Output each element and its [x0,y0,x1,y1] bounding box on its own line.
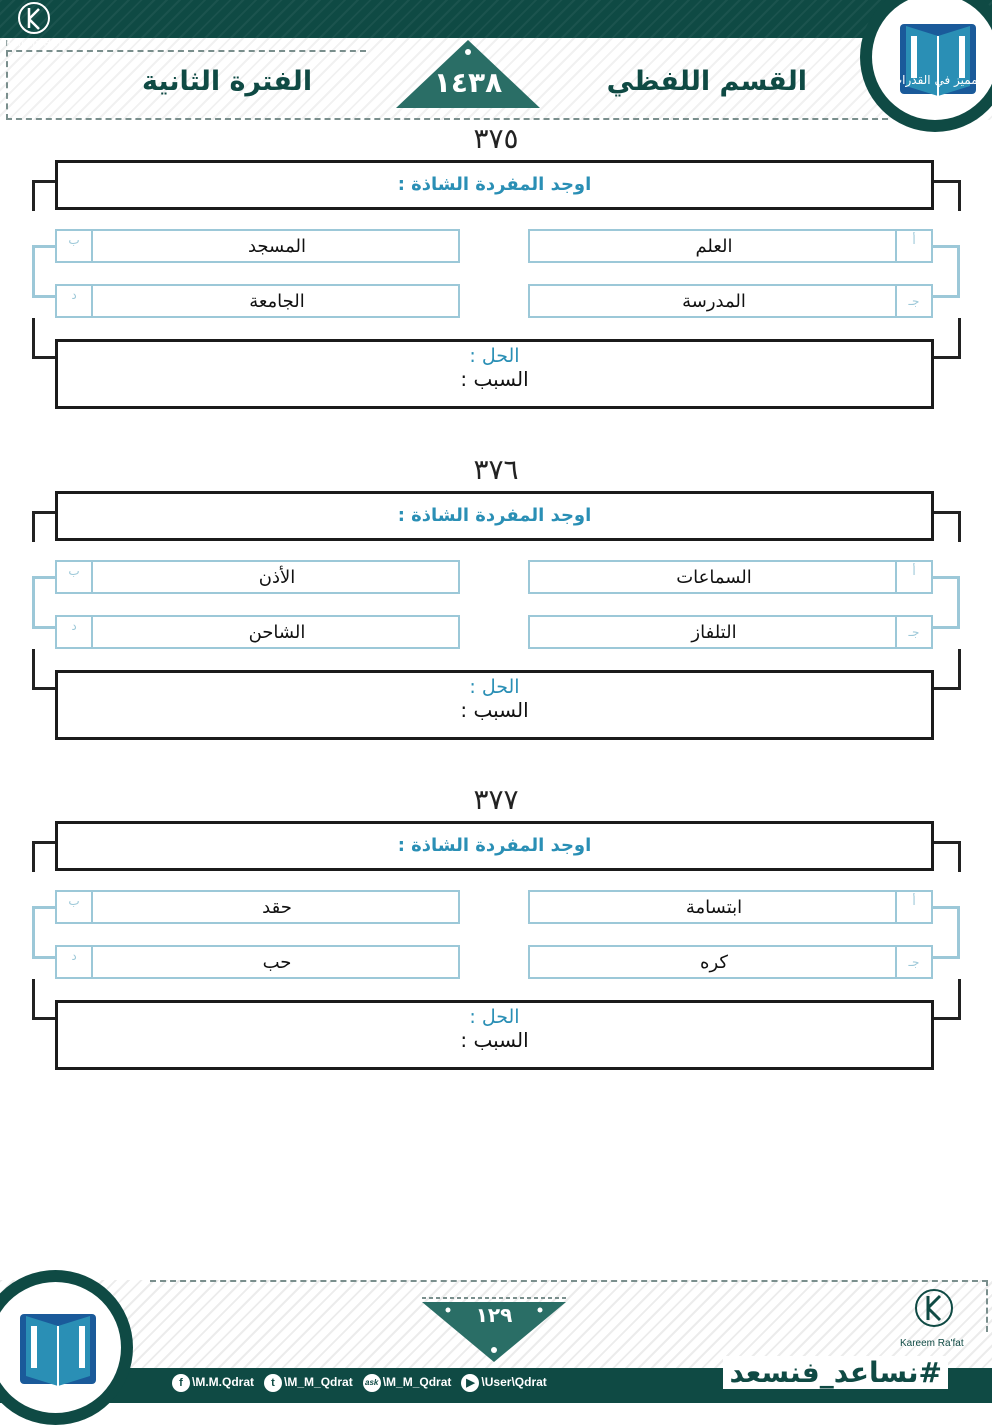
option-letter: أ [895,562,931,592]
option-text: الأذن [258,567,296,588]
question-number: ٣٧٧ [473,783,519,816]
option-letter: جـ [895,617,931,647]
option-a[interactable] [528,890,933,924]
question-prompt: اوجد المفردة الشاذة : [397,174,592,195]
option-letter: ب [57,231,93,261]
option-letter: ب [57,892,93,922]
reason-label: السبب : [460,367,529,391]
youtube-icon: ▶ [461,1374,479,1392]
option-d[interactable] [55,945,460,979]
option-letter: أ [895,231,931,261]
social-links [172,1374,547,1392]
book-logo-icon [888,6,988,106]
option-text: ابتسامة [685,897,743,918]
askfm-handle: \M_M_Qdrat [382,1375,452,1390]
option-letter: جـ [895,947,931,977]
option-letter: ب [57,562,93,592]
option-text: التلفاز [691,622,737,643]
section-title: القسم اللفظي [606,66,807,97]
facebook-icon: f [172,1374,190,1392]
header-band-pattern [0,0,992,38]
option-letter: د [57,947,93,977]
option-text: الجامعة [249,291,305,312]
askfm-icon: ask [363,1374,381,1392]
option-letter: د [57,617,93,647]
question-number: ٣٧٦ [473,453,519,486]
option-c[interactable] [528,284,933,318]
reason-label: السبب : [460,1028,529,1052]
reason-label: السبب : [460,698,529,722]
option-b[interactable] [55,890,460,924]
option-letter: جـ [895,286,931,316]
prompt-frame [55,160,934,210]
option-text: الشاحن [248,622,306,643]
option-a[interactable] [528,560,933,594]
option-text: المسجد [247,236,307,257]
option-d[interactable] [55,284,460,318]
question-number: ٣٧٥ [473,122,519,155]
page-number: ١٢٩ [475,1303,513,1327]
year-label: ١٤٣٨ [433,66,503,99]
option-letter: أ [895,892,931,922]
option-b[interactable] [55,229,460,263]
brand-name: Kareem Ra'fat [6,38,70,49]
facebook-handle: \M.M.Qdrat [192,1375,254,1390]
option-text: العلم [695,236,733,257]
question-prompt: اوجد المفردة الشاذة : [397,505,592,526]
solution-label: الحل : [469,676,520,698]
youtube-handle: \User\Qdrat [481,1375,547,1390]
question-prompt: اوجد المفردة الشاذة : [397,835,592,856]
option-text: المدرسة [682,291,746,312]
header-dashed-line [6,50,366,52]
hashtag-text: #نساعد_فنسعد [723,1356,948,1389]
option-text: حقد [262,897,292,918]
option-c[interactable] [528,615,933,649]
answer-frame[interactable] [55,339,934,409]
answer-frame[interactable] [55,670,934,740]
twitter-handle: \M_M_Qdrat [284,1375,353,1390]
askfm-link[interactable] [363,1375,452,1389]
footer-book-logo-icon [8,1296,108,1396]
solution-label: الحل : [469,1006,520,1028]
option-text: كره [700,952,728,973]
facebook-link[interactable] [172,1375,254,1389]
period-title: الفترة الثانية [142,66,313,97]
option-c[interactable] [528,945,933,979]
option-text: حب [262,952,292,973]
twitter-icon: t [264,1374,282,1392]
option-b[interactable] [55,560,460,594]
logo-text: المميز في القدرات [890,73,986,87]
footer-kareem-logo-icon [912,1286,956,1330]
option-a[interactable] [528,229,933,263]
answer-frame[interactable] [55,1000,934,1070]
option-letter: د [57,286,93,316]
youtube-link[interactable] [461,1375,546,1389]
option-text: السماعات [676,567,752,588]
solution-label: الحل : [469,345,520,367]
twitter-link[interactable] [264,1375,353,1389]
prompt-frame [55,491,934,541]
option-d[interactable] [55,615,460,649]
kareem-logo-icon [14,0,54,40]
prompt-frame [55,821,934,871]
footer-brand-name: Kareem Ra'fat [900,1338,964,1349]
